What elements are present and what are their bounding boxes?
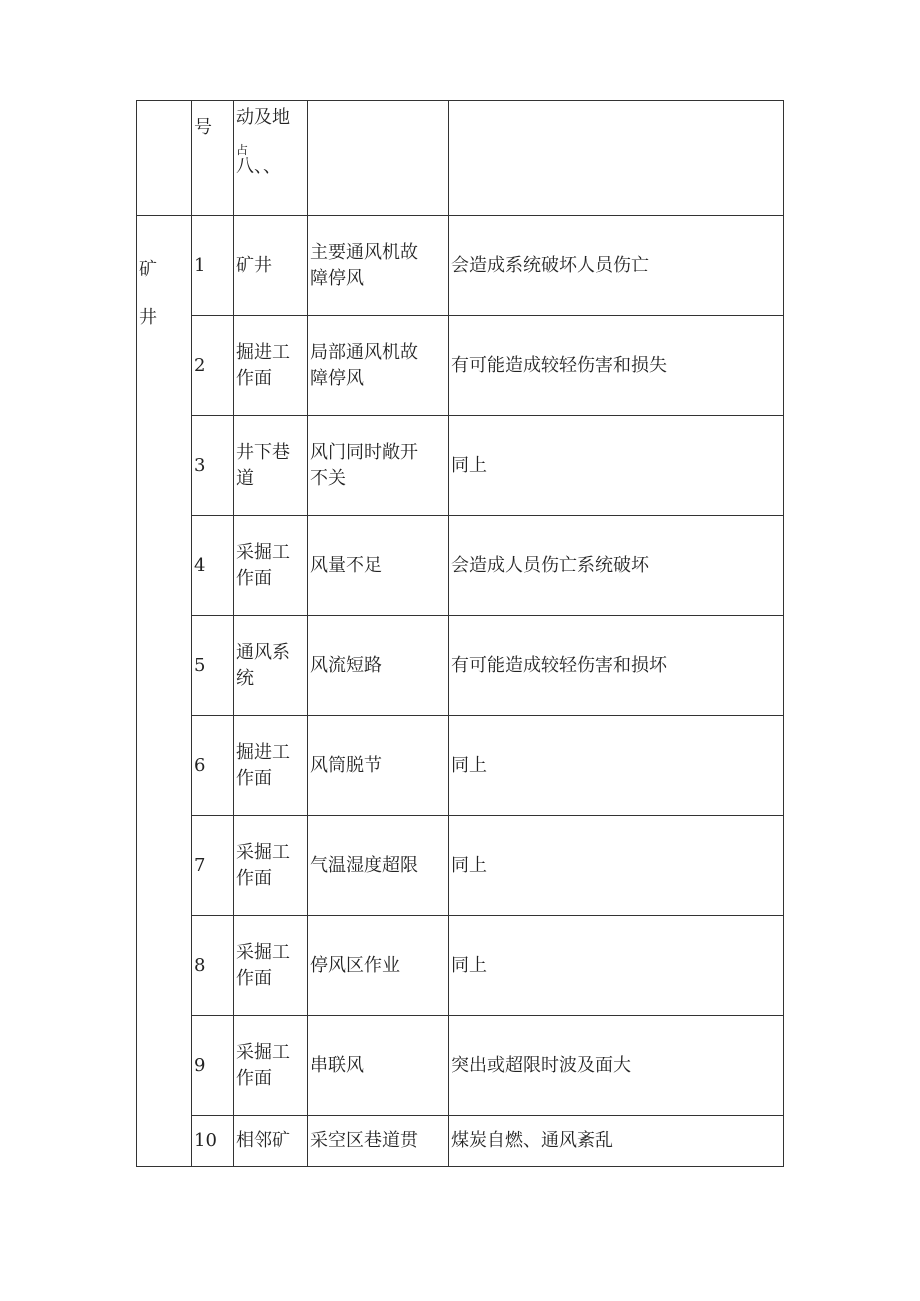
result-cell — [449, 416, 784, 516]
table-row — [137, 416, 784, 516]
category-label: 井 — [139, 307, 157, 328]
location-text: 相邻矿 — [236, 1130, 290, 1151]
row-number: 4 — [194, 554, 206, 576]
location-cell — [234, 216, 308, 316]
hazard-cell — [308, 416, 449, 516]
location-text: 通风系 — [236, 641, 290, 663]
header-result-cell — [449, 101, 784, 216]
location-text: 采掘工 — [236, 941, 290, 963]
result-cell — [449, 1116, 784, 1167]
table-row — [137, 1116, 784, 1167]
result-cell — [449, 316, 784, 416]
hazard-cell — [308, 716, 449, 816]
row-number-cell — [192, 616, 234, 716]
hazard-text: 不关 — [310, 467, 346, 489]
row-number-cell — [192, 1116, 234, 1167]
row-number-cell — [192, 216, 234, 316]
hazard-text: 局部通风机故 — [310, 341, 418, 363]
header-location-cell — [234, 101, 308, 216]
row-number: 10 — [194, 1130, 217, 1151]
row-number: 1 — [194, 254, 206, 276]
result-text: 同上 — [451, 454, 487, 476]
category-cell — [137, 216, 192, 1167]
table-row — [137, 216, 784, 316]
location-cell — [234, 516, 308, 616]
table-row — [137, 516, 784, 616]
location-text: 掘进工 — [236, 341, 290, 363]
location-text: 作面 — [236, 1067, 272, 1089]
hazard-text: 气温湿度超限 — [310, 854, 418, 876]
result-text: 会造成人员伤亡系统破坏 — [451, 554, 649, 576]
location-text: 矿井 — [236, 254, 272, 276]
result-text: 会造成系统破坏人员伤亡 — [451, 254, 649, 276]
location-cell — [234, 1116, 308, 1167]
result-cell — [449, 216, 784, 316]
result-text: 有可能造成较轻伤害和损失 — [451, 354, 667, 376]
header-number-cell — [192, 101, 234, 216]
location-text: 作面 — [236, 567, 272, 589]
row-number: 3 — [194, 454, 206, 476]
hazard-text: 停风区作业 — [310, 954, 400, 976]
hazard-text: 风量不足 — [310, 554, 382, 576]
header-location-line3: 八、、 — [236, 156, 281, 177]
location-text: 井下巷 — [236, 441, 290, 463]
table-row — [137, 1016, 784, 1116]
result-cell — [449, 516, 784, 616]
location-text: 作面 — [236, 967, 272, 989]
hazard-text: 风门同时敞开 — [310, 441, 418, 463]
result-cell — [449, 916, 784, 1016]
hazard-cell — [308, 916, 449, 1016]
location-text: 掘进工 — [236, 741, 290, 763]
row-number-cell — [192, 916, 234, 1016]
result-text: 同上 — [451, 754, 487, 776]
location-text: 采掘工 — [236, 841, 290, 863]
location-cell — [234, 916, 308, 1016]
row-number: 7 — [194, 854, 206, 876]
hazard-table — [136, 100, 784, 1167]
header-hazard-cell — [308, 101, 449, 216]
result-text: 同上 — [451, 954, 487, 976]
result-cell — [449, 1016, 784, 1116]
hazard-table-page — [136, 100, 784, 1167]
row-number: 5 — [194, 654, 206, 676]
result-text: 煤炭自燃、通风紊乱 — [451, 1130, 613, 1151]
row-number: 2 — [194, 354, 206, 376]
header-location-line2: 占 — [236, 143, 249, 157]
hazard-cell — [308, 216, 449, 316]
hazard-cell — [308, 616, 449, 716]
hazard-text: 风流短路 — [310, 654, 382, 676]
result-cell — [449, 816, 784, 916]
row-number-cell — [192, 416, 234, 516]
header-number-label: 号 — [194, 117, 212, 138]
location-text: 道 — [236, 467, 254, 489]
hazard-text: 风筒脱节 — [310, 754, 382, 776]
hazard-cell — [308, 1116, 449, 1167]
hazard-cell — [308, 816, 449, 916]
header-location-line1: 动及地 — [236, 107, 290, 128]
row-number: 6 — [194, 754, 206, 776]
location-cell — [234, 716, 308, 816]
row-number-cell — [192, 716, 234, 816]
row-number-cell — [192, 316, 234, 416]
location-text: 采掘工 — [236, 541, 290, 563]
table-row — [137, 316, 784, 416]
header-category-cell — [137, 101, 192, 216]
hazard-text: 主要通风机故 — [310, 241, 418, 263]
row-number-cell — [192, 1016, 234, 1116]
hazard-cell — [308, 1016, 449, 1116]
result-cell — [449, 716, 784, 816]
row-number-cell — [192, 816, 234, 916]
table-row — [137, 716, 784, 816]
hazard-text: 串联风 — [310, 1054, 364, 1076]
location-text: 作面 — [236, 367, 272, 389]
hazard-cell — [308, 316, 449, 416]
table-row — [137, 816, 784, 916]
location-cell — [234, 316, 308, 416]
result-text: 突出或超限时波及面大 — [451, 1054, 631, 1076]
table-row — [137, 616, 784, 716]
location-text: 统 — [236, 667, 254, 689]
hazard-text: 采空区巷道贯 — [310, 1130, 418, 1151]
location-cell — [234, 1016, 308, 1116]
location-cell — [234, 816, 308, 916]
hazard-text: 障停风 — [310, 267, 364, 289]
location-text: 作面 — [236, 867, 272, 889]
hazard-text: 障停风 — [310, 367, 364, 389]
location-cell — [234, 416, 308, 516]
result-text: 有可能造成较轻伤害和损坏 — [451, 654, 667, 676]
location-cell — [234, 616, 308, 716]
result-cell — [449, 616, 784, 716]
header-row — [137, 101, 784, 216]
row-number-cell — [192, 516, 234, 616]
location-text: 作面 — [236, 767, 272, 789]
row-number: 9 — [194, 1054, 206, 1076]
hazard-cell — [308, 516, 449, 616]
row-number: 8 — [194, 954, 206, 976]
location-text: 采掘工 — [236, 1041, 290, 1063]
table-row — [137, 916, 784, 1016]
category-label: 矿 — [139, 259, 157, 280]
result-text: 同上 — [451, 854, 487, 876]
